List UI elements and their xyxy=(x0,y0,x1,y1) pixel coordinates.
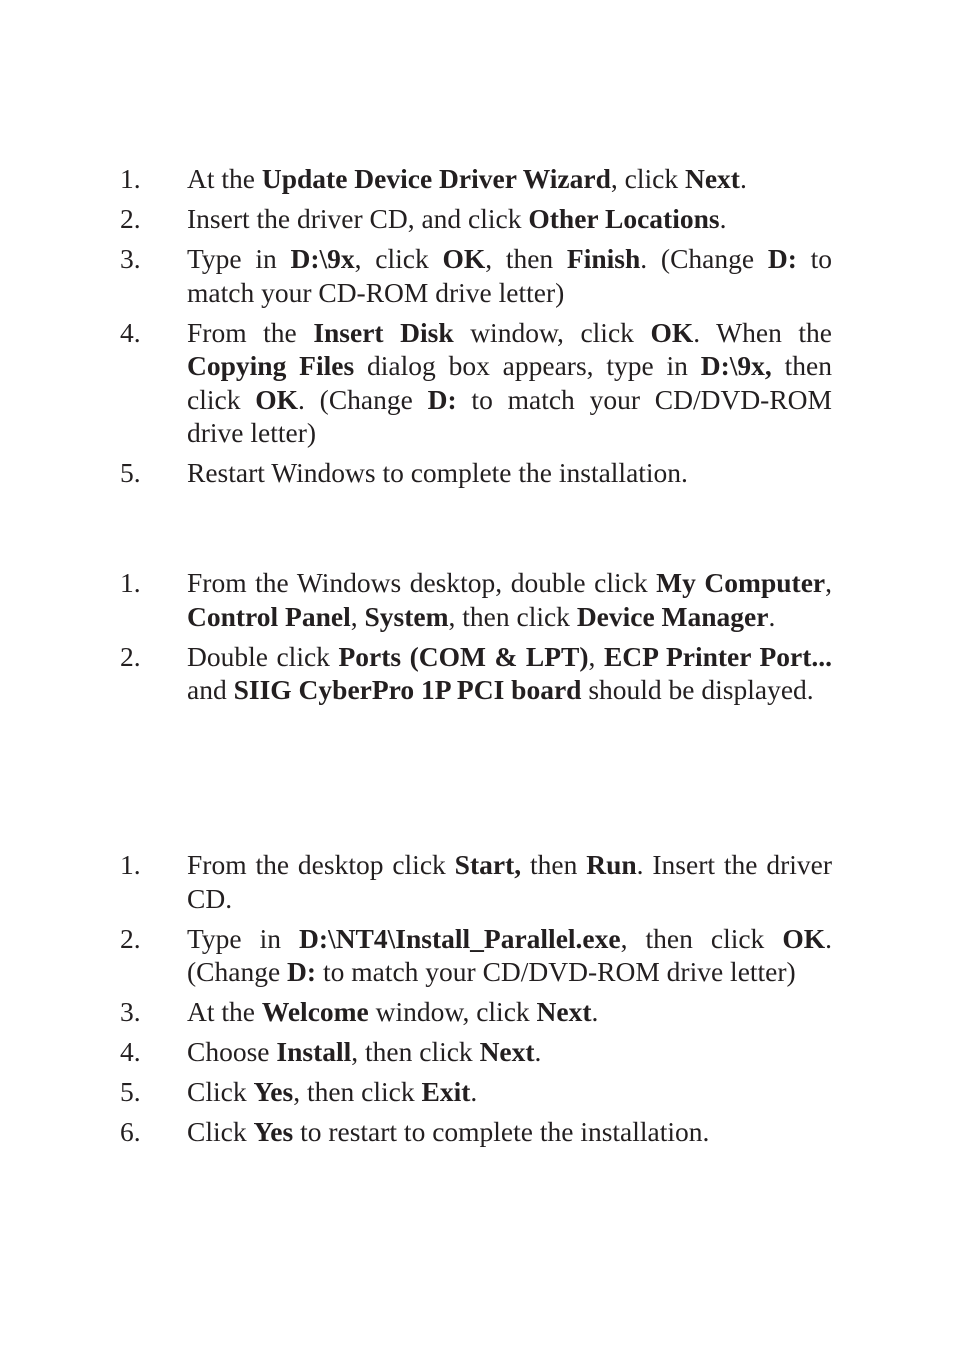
step-text: to match your CD-ROM drive letter) xyxy=(187,243,832,308)
ui-term: System xyxy=(364,600,449,632)
step-text: . (Change xyxy=(640,243,768,274)
list-item xyxy=(120,1115,832,1149)
list-item xyxy=(120,1035,832,1069)
ui-term: Next xyxy=(536,996,592,1027)
step-number: 2. xyxy=(120,203,141,234)
step-text: . Insert the driver CD. xyxy=(187,849,833,914)
step-text: Insert the driver CD, and click xyxy=(187,203,529,234)
step-text: Double click xyxy=(187,640,339,672)
list-item xyxy=(120,848,832,915)
step-number: 1. xyxy=(120,163,141,194)
step-number: 2. xyxy=(120,640,141,672)
step-text: , then click xyxy=(351,1036,480,1067)
list-item xyxy=(120,202,832,236)
list-item xyxy=(120,456,832,490)
step-text: Click xyxy=(187,1076,254,1107)
ui-term: Yes xyxy=(253,1076,294,1107)
step-text: , xyxy=(588,640,604,672)
step-text: At the xyxy=(187,996,262,1027)
list-item xyxy=(120,162,832,196)
ui-term: Welcome xyxy=(261,996,369,1027)
step-text: , click xyxy=(354,243,443,274)
ui-term: OK xyxy=(782,922,826,954)
step-text: , xyxy=(350,600,365,632)
step-text: . xyxy=(534,1036,542,1067)
nt4-install-steps xyxy=(120,848,832,1155)
ui-term: OK xyxy=(442,243,486,274)
ui-term: Finish xyxy=(566,243,641,274)
step-text: , click xyxy=(610,163,685,194)
step-text: . xyxy=(768,600,776,632)
ui-term: Insert Disk xyxy=(313,316,454,348)
step-number: 1. xyxy=(120,567,141,598)
ui-term: OK xyxy=(255,383,299,415)
step-text: , then click xyxy=(293,1076,422,1107)
list-item xyxy=(120,995,832,1029)
step-text: to restart to complete the installation. xyxy=(293,1116,710,1147)
list-item xyxy=(120,922,832,989)
step-text: window, click xyxy=(453,316,651,348)
step-text: Click xyxy=(187,1116,254,1147)
step-number: 1. xyxy=(120,849,141,880)
step-text: Type in xyxy=(187,243,291,274)
list-item xyxy=(120,316,832,450)
list-item xyxy=(120,1075,832,1109)
step-number: 3. xyxy=(120,243,141,274)
step-text: dialog box appears, type in xyxy=(354,350,701,381)
ui-term: Start, xyxy=(454,849,522,880)
ui-term: D: xyxy=(427,383,457,415)
ui-term: Copying Files xyxy=(187,350,355,381)
ui-term: Exit xyxy=(421,1076,471,1107)
ui-term: My Computer xyxy=(656,567,826,598)
step-text: . (Change xyxy=(298,383,428,415)
ui-term: Device Manager xyxy=(576,600,769,632)
ui-term: D:\NT4\Install_Parallel.exe xyxy=(299,922,621,954)
step-text: and xyxy=(187,674,234,705)
ui-term: Update Device Driver Wizard xyxy=(261,163,611,194)
step-number: 4. xyxy=(120,316,141,348)
step-text: , then click xyxy=(448,600,577,632)
step-text: Restart Windows to complete the installation. xyxy=(187,457,688,488)
step-text: to match your CD/DVD-ROM drive letter) xyxy=(187,383,832,448)
step-number: 2. xyxy=(120,922,141,954)
step-text: to match your CD/DVD-ROM drive letter) xyxy=(316,956,796,987)
step-text: . (Change xyxy=(187,922,832,987)
step-text: . xyxy=(719,203,727,234)
ui-term: Run xyxy=(586,849,637,880)
step-text: should be displayed. xyxy=(581,674,814,705)
ui-term: Yes xyxy=(253,1116,294,1147)
list-item xyxy=(120,566,832,633)
step-text: . xyxy=(591,996,599,1027)
step-text: , xyxy=(825,567,832,598)
ui-term: D:\9x, xyxy=(700,350,772,381)
step-text: , then click xyxy=(620,922,783,954)
step-number: 3. xyxy=(120,996,141,1027)
ui-term: D: xyxy=(287,956,317,987)
step-number: 4. xyxy=(120,1036,141,1067)
ui-term: D:\9x xyxy=(290,243,355,274)
step-text: From the Windows desktop, double click xyxy=(187,567,657,598)
ui-term: Other Locations xyxy=(528,203,720,234)
step-text: Type in xyxy=(187,922,300,954)
ui-term: Control Panel xyxy=(187,600,351,632)
step-text: then xyxy=(521,849,587,880)
step-text: Choose xyxy=(187,1036,277,1067)
step-number: 5. xyxy=(120,457,141,488)
step-text: At the xyxy=(187,163,262,194)
step-text: window, click xyxy=(368,996,537,1027)
step-number: 6. xyxy=(120,1116,141,1147)
ui-term: Next xyxy=(479,1036,535,1067)
step-text: . xyxy=(739,163,747,194)
list-item xyxy=(120,640,832,707)
ui-term: ECP Printer Port... xyxy=(603,640,833,672)
step-text: From the desktop click xyxy=(187,849,455,880)
step-text: . xyxy=(470,1076,478,1107)
win9x-update-steps xyxy=(120,162,832,496)
list-item xyxy=(120,242,832,309)
step-number: 5. xyxy=(120,1076,141,1107)
ui-term: Install xyxy=(276,1036,352,1067)
step-text: . When the xyxy=(693,316,832,348)
win9x-verify-steps xyxy=(120,566,832,713)
ui-term: SIIG CyberPro 1P PCI board xyxy=(233,674,582,705)
ui-term: Next xyxy=(684,163,740,194)
step-text: then click xyxy=(187,350,832,415)
step-text: From the xyxy=(187,316,314,348)
step-text: , then xyxy=(485,243,567,274)
ui-term: Ports (COM & LPT) xyxy=(338,640,589,672)
ui-term: D: xyxy=(767,243,797,274)
ui-term: OK xyxy=(650,316,694,348)
